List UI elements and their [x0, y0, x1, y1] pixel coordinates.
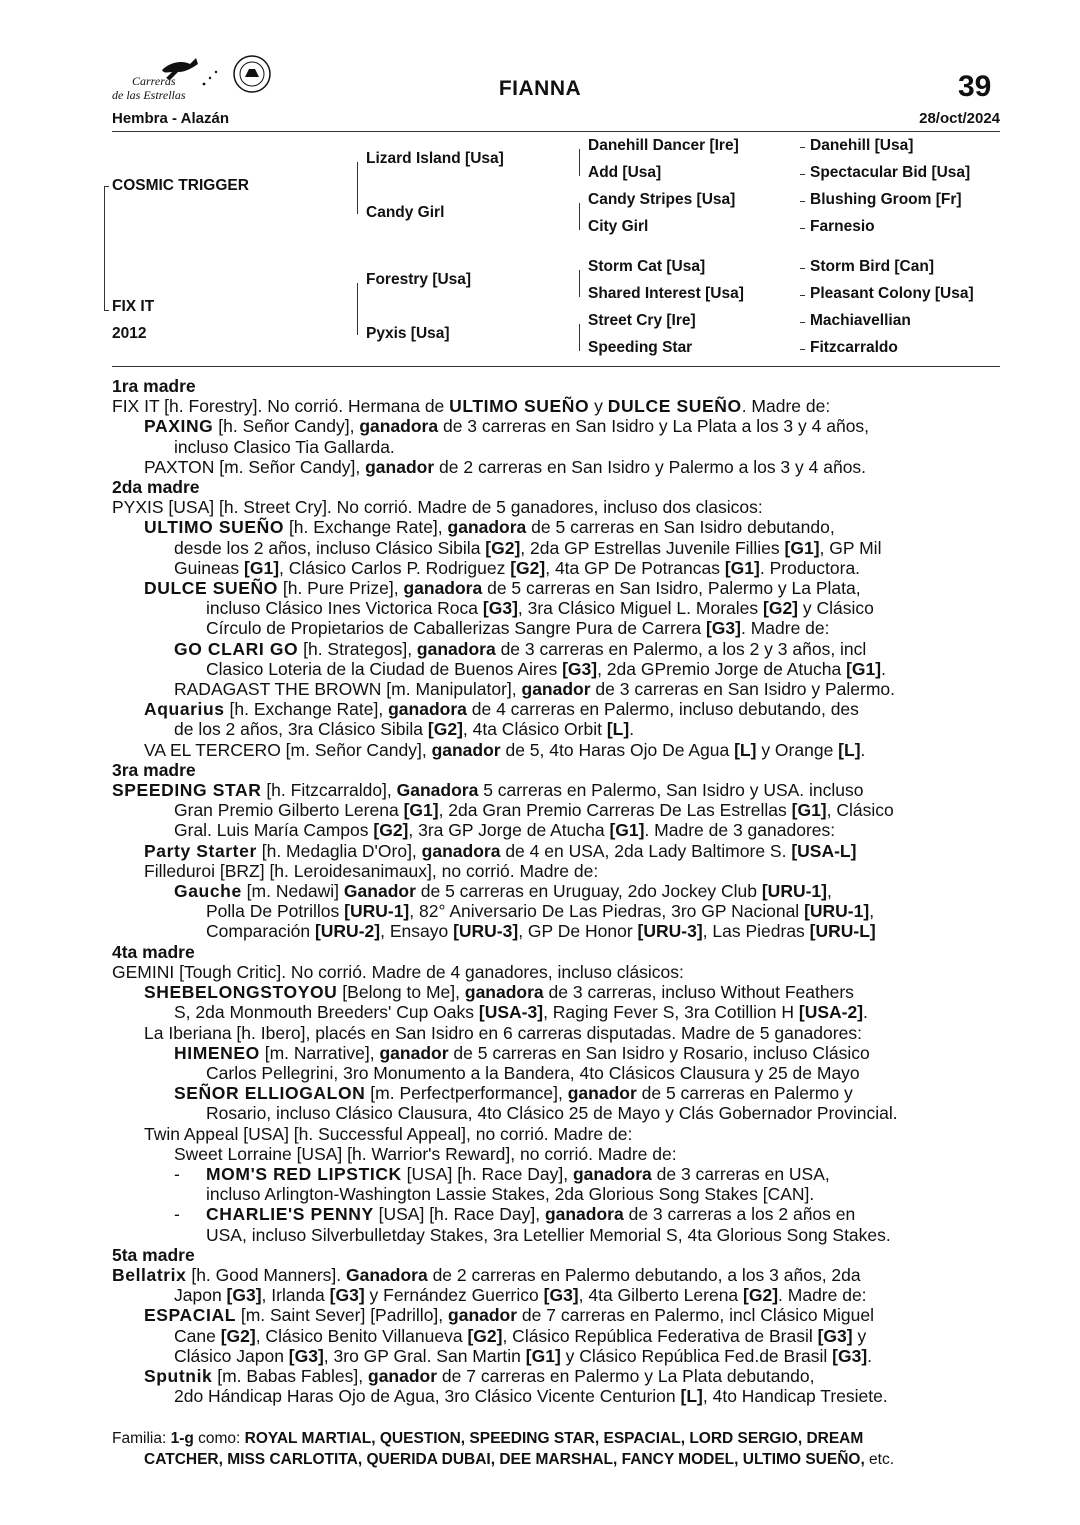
pedigree-g4: Farnesio — [810, 218, 875, 235]
pedigree-g4: Blushing Groom [Fr] — [810, 191, 962, 208]
logo-text-2: de las Estrellas — [112, 88, 186, 102]
text-line: Gauche [m. Nedawi] Ganador de 5 carreras en Uruguay, 2do Jockey Club [URU-1], — [174, 881, 832, 902]
pedigree-sire: COSMIC TRIGGER — [112, 177, 249, 194]
pedigree-dam: FIX IT — [112, 298, 155, 315]
dash — [800, 295, 805, 296]
text-line: incluso Clásico Ines Victorica Roca [G3], 3ra Clásico Miguel L. Morales [G2] y Clásico — [206, 598, 874, 619]
text-line: PAXING [h. Señor Candy], ganadora de 3 carreras en San Isidro y La Plata a los 3 y 4 años, — [144, 416, 870, 437]
pedigree-g3: Street Cry [Ire] — [588, 312, 696, 329]
text-line: DULCE SUEÑO [h. Pure Prize], ganadora de 5 carreras en San Isidro, Palermo y La Plata, — [144, 578, 861, 599]
text-line: Bellatrix [h. Good Manners]. Ganadora de 2 carreras en Palermo debutando, a los 3 años, 2da — [112, 1264, 861, 1285]
pedigree-g2: Candy Girl — [366, 204, 445, 221]
horse-name-title: FIANNA — [498, 77, 582, 100]
top-divider — [112, 131, 1000, 132]
section-heading: 4ta madre — [112, 941, 195, 962]
text-line: Comparación [URU-2], Ensayo [URU-3], GP De Honor [URU-3], Las Piedras [URU-L] — [206, 921, 876, 942]
pedigree-g2: Pyxis [Usa] — [366, 325, 450, 342]
text-line: Clasico Loteria de la Ciudad de Buenos Aires [G3], 2da GPremio Jorge de Atucha [G1]. — [206, 658, 886, 679]
section-heading: 5ta madre — [112, 1244, 195, 1265]
text-line: SHEBELONGSTOYOU [Belong to Me], ganadora de 3 carreras, incluso Without Feathers — [144, 982, 854, 1003]
text-line: de los 2 años, 3ra Clásico Sibila [G2], 4ta Clásico Orbit [L]. — [174, 719, 635, 740]
text-line: desde los 2 años, incluso Clásico Sibila [G2], 2da GP Estrellas Juvenile Fillies [G1], GP Mil — [174, 537, 882, 558]
text-line: GO CLARI GO [h. Strategos], ganadora de 3 carreras en Palermo, a los 2 y 3 años, incl — [174, 638, 867, 659]
dash — [800, 228, 805, 229]
dash — [800, 147, 805, 148]
text-line: Clásico Japon [G3], 3ro GP Gral. San Martin [G1] y Clásico República Fed.de Brasil [G3]. — [174, 1345, 873, 1366]
catalog-date: 28/oct/2024 — [919, 110, 1000, 127]
logo-text-1: Carreras — [132, 74, 176, 88]
text-line: HIMENEO [m. Narrative], ganador de 5 carreras en San Isidro y Rosario, incluso Clásico — [174, 1042, 870, 1063]
text-line: Rosario, incluso Clásico Clausura, 4to Clásico 25 de Mayo y Clás Gobernador Provincial. — [206, 1103, 898, 1124]
text-line: - CHARLIE'S PENNY [USA] [h. Race Day], ganadora de 3 carreras a los 2 años en — [174, 1204, 856, 1225]
text-line: PYXIS [USA] [h. Street Cry]. No corrió. Madre de 5 ganadores, incluso dos clasicos: — [112, 497, 763, 518]
text-line: Sputnik [m. Babas Fables], ganador de 7 carreras en Palermo y La Plata debutando, — [144, 1365, 815, 1386]
family-footer — [112, 1428, 1002, 1470]
bracket-line — [104, 186, 109, 187]
text-line: Sweet Lorraine [USA] [h. Warrior's Reward], no corrió. Madre de: — [174, 1143, 677, 1164]
pedigree-g2: Lizard Island [Usa] — [366, 150, 504, 167]
text-line: - MOM'S RED LIPSTICK [USA] [h. Race Day], ganadora de 3 carreras en USA, — [174, 1163, 830, 1184]
bracket-line — [579, 149, 580, 176]
pedigree-g3: City Girl — [588, 218, 649, 235]
text-line: Japon [G3], Irlanda [G3] y Fernández Guerrico [G3], 4ta Gilberto Lerena [G2]. Madre de: — [174, 1285, 867, 1306]
bracket-line — [579, 270, 580, 297]
pedigree-g4: Fitzcarraldo — [810, 339, 898, 356]
pedigree-g4: Machiavellian — [810, 312, 911, 329]
text-line: GEMINI [Tough Critic]. No corrió. Madre de 4 ganadores, incluso clásicos: — [112, 961, 684, 982]
pedigree-g4: Danehill [Usa] — [810, 137, 914, 154]
text-line: La Iberiana [h. Ibero], placés en San Isidro en 6 carreras disputadas. Madre de 5 ganadores: — [144, 1022, 862, 1043]
text-line: USA, incluso Silverbulletday Stakes, 3ra Letellier Memorial S, 4ta Glorious Song Stakes. — [206, 1224, 891, 1245]
text-line: incluso Clasico Tia Gallarda. — [174, 436, 395, 457]
sex-color: Hembra - Alazán — [112, 110, 229, 127]
text-line: Twin Appeal [USA] [h. Successful Appeal], no corrió. Madre de: — [144, 1123, 633, 1144]
footer-line: CATCHER, MISS CARLOTITA, QUERIDA DUBAI, DEE MARSHAL, FANCY MODEL, ULTIMO SUEÑO, etc. — [144, 1451, 895, 1468]
dash — [800, 174, 805, 175]
text-line: FIX IT [h. Forestry]. No corrió. Hermana de ULTIMO SUEÑO y DULCE SUEÑO. Madre de: — [112, 396, 831, 417]
text-line: PAXTON [m. Señor Candy], ganador de 2 carreras en San Isidro y Palermo a los 3 y 4 años. — [144, 456, 867, 477]
dash — [800, 349, 805, 350]
text-line: Guineas [G1], Clásico Carlos P. Rodriguez [G2], 4ta GP De Potrancas [G1]. Productora. — [174, 557, 861, 578]
pedigree-g3: Storm Cat [Usa] — [588, 258, 706, 275]
text-line: 2do Hándicap Haras Ojo de Agua, 3ro Clásico Vicente Centurion [L], 4to Handicap Tresiete. — [174, 1386, 888, 1407]
bracket-line — [357, 162, 358, 214]
family-notes — [112, 376, 1002, 1406]
pedigree-g3: Shared Interest [Usa] — [588, 285, 744, 302]
dash — [800, 268, 805, 269]
pedigree-g3: Speeding Star — [588, 339, 693, 356]
text-line: Polla De Potrillos [URU-1], 82° Aniversario De Las Piedras, 3ro GP Nacional [URU-1], — [206, 901, 875, 922]
text-line: ESPACIAL [m. Saint Sever] [Padrillo], ganador de 7 carreras en Palermo, incl Clásico Miguel — [144, 1305, 875, 1326]
bracket-line — [104, 186, 105, 311]
text-line: Gran Premio Gilberto Lerena [G1], 2da Gran Premio Carreras De Las Estrellas [G1], Clásico — [174, 800, 894, 821]
text-line: ULTIMO SUEÑO [h. Exchange Rate], ganadora de 5 carreras en San Isidro debutando, — [144, 517, 835, 538]
pedigree-g3: Danehill Dancer [Ire] — [588, 137, 739, 154]
pedigree-g3: Candy Stripes [Usa] — [588, 191, 736, 208]
bracket-line — [579, 324, 580, 351]
dash — [800, 201, 805, 202]
text-line: incluso Arlington-Washington Lassie Stakes, 2da Glorious Song Stakes [CAN]. — [206, 1184, 815, 1205]
text-line: S, 2da Monmouth Breeders' Cup Oaks [USA-3], Raging Fever S, 3ra Cotillion H [USA-2]. — [174, 1002, 868, 1023]
pedigree-dam-year: 2012 — [112, 325, 147, 342]
pedigree-g4: Spectacular Bid [Usa] — [810, 164, 971, 181]
text-line: SPEEDING STAR [h. Fitzcarraldo], Ganadora 5 carreras en Palermo, San Isidro y USA. incluso — [112, 780, 864, 801]
text-line: Aquarius [h. Exchange Rate], ganadora de 4 carreras en Palermo, incluso debutando, des — [144, 699, 859, 720]
text-line: Carlos Pellegrini, 3ro Monumento a la Bandera, 4to Clásicos Clausura y 25 de Mayo — [206, 1062, 860, 1083]
pedigree-g3: Add [Usa] — [588, 164, 662, 181]
text-line: Gral. Luis María Campos [G2], 3ra GP Jorge de Atucha [G1]. Madre de 3 ganadores: — [174, 820, 836, 841]
text-line: RADAGAST THE BROWN [m. Manipulator], ganador de 3 carreras en San Isidro y Palermo. — [174, 679, 895, 700]
lot-number: 39 — [958, 70, 992, 103]
text-line: SEÑOR ELLIOGALON [m. Perfectperformance], ganador de 5 carreras en Palermo y — [174, 1083, 853, 1104]
pedigree-divider — [112, 366, 1000, 367]
section-heading: 1ra madre — [112, 376, 196, 396]
footer-line: Familia: 1-g como: ROYAL MARTIAL, QUESTION, SPEEDING STAR, ESPACIAL, LORD SERGIO, DREAM — [112, 1430, 864, 1447]
dash — [800, 322, 805, 323]
text-line: Cane [G2], Clásico Benito Villanueva [G2], Clásico República Federativa de Brasil [G3] y — [174, 1325, 867, 1346]
bracket-line — [104, 310, 109, 311]
pedigree-g4: Storm Bird [Can] — [810, 258, 934, 275]
section-heading: 2da madre — [112, 477, 200, 498]
bracket-line — [357, 283, 358, 335]
text-line: Filleduroi [BRZ] [h. Leroidesanimaux], no corrió. Madre de: — [144, 860, 599, 881]
pedigree-g4: Pleasant Colony [Usa] — [810, 285, 974, 302]
bracket-line — [579, 203, 580, 230]
pedigree-g2: Forestry [Usa] — [366, 271, 472, 288]
section-heading: 3ra madre — [112, 759, 196, 780]
text-line: Party Starter [h. Medaglia D'Oro], ganadora de 4 en USA, 2da Lady Baltimore S. [USA-L] — [144, 840, 857, 861]
text-line: VA EL TERCERO [m. Señor Candy], ganador de 5, 4to Haras Ojo De Agua [L] y Orange [L]. — [144, 739, 866, 760]
text-line: Círculo de Propietarios de Caballerizas Sangre Pura de Carrera [G3]. Madre de: — [206, 618, 830, 639]
